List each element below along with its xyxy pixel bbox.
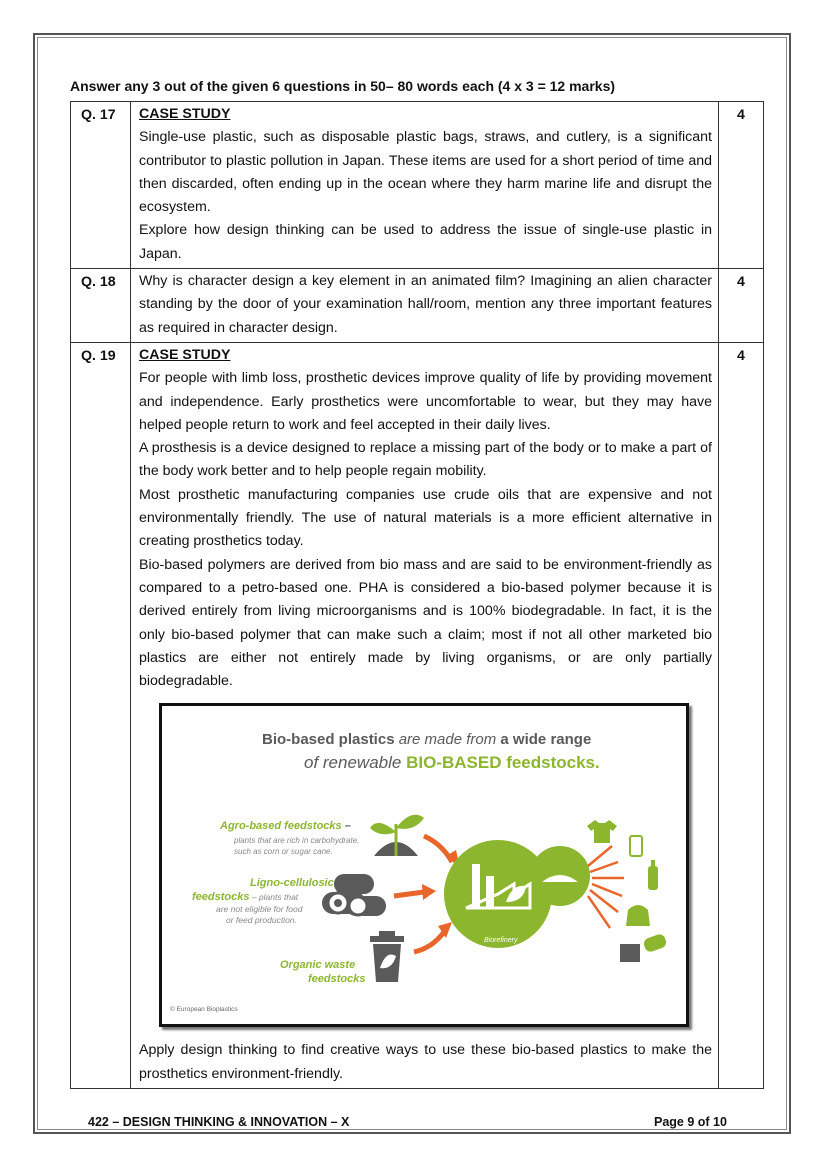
questions-table xyxy=(70,101,764,1089)
closing-paragraph: Apply design thinking to find creative ways to use these bio-based plastics to make the prosthetics environment-friendly. xyxy=(139,1042,712,1082)
waste-bin-icon xyxy=(370,931,404,982)
question-paragraph: Bio-based polymers are derived from bio mass and are said to be environment-friendly as compared to a petro-based one. PHA is considered a bio-based polymer because it is derived entirely from living microorganisms and is 100% biodegradable. In fact, it is the only bio-based polymer that can make such a claim; most if not all other marketed bio plastics are either not entirely made by living organisms, or are only partially biodegradable. xyxy=(139,556,712,690)
question-paragraph: Single-use plastic, such as disposable plastic bags, straws, and cutlery, is a significant contributor to plastic pollution in Japan. These items are used for a short period of time and then discarded, often ending up in the ocean where they harm marine life and disrupt the ecosystem. xyxy=(139,129,712,216)
bioplastics-figure xyxy=(159,703,689,1027)
question-number: Q. 18 xyxy=(71,269,131,343)
section-instruction: Answer any 3 out of the given 6 questions in 50– 80 words each (4 x 3 = 12 marks) xyxy=(70,78,616,94)
ligno-desc-1: are not eligible for food xyxy=(216,904,303,915)
footer-course: 422 – DESIGN THINKING & INNOVATION – X xyxy=(88,1115,350,1129)
question-row-17 xyxy=(71,102,764,269)
footer-page-number: Page 9 of 10 xyxy=(654,1115,727,1129)
figure-title-line1: Bio-based plastics are made from a wide range xyxy=(262,731,592,749)
agro-desc-2: such as corn or sugar cane. xyxy=(234,847,333,857)
sprout-icon xyxy=(370,815,424,856)
ligno-desc-2: or feed production. xyxy=(226,915,297,926)
agro-title: Agro-based feedstocks – xyxy=(220,820,351,833)
biorefinery-label: Biorefinery xyxy=(484,937,518,945)
question-marks: 4 xyxy=(719,269,764,343)
bottle-icon xyxy=(648,860,658,890)
roll-icon xyxy=(642,933,667,954)
agro-desc-1: plants that are rich in carbohydrate, xyxy=(234,836,360,846)
question-marks: 4 xyxy=(719,102,764,269)
bag-icon xyxy=(626,905,650,926)
organic-title-2: feedstocks xyxy=(308,973,366,986)
arrow-ligno-icon xyxy=(394,884,436,900)
phone-icon xyxy=(630,836,642,856)
arrow-organic-icon xyxy=(414,922,452,952)
tshirt-icon xyxy=(587,820,617,843)
question-paragraph: Most prosthetic manufacturing companies use crude oils that are expensive and not environmentally friendly. The use of natural materials is a more efficient alternative in creating prosthetics today. xyxy=(139,486,712,550)
case-study-heading: CASE STUDY xyxy=(139,106,231,122)
case-study-heading: CASE STUDY xyxy=(139,346,231,363)
output-arrows-icon xyxy=(588,846,624,928)
question-body xyxy=(131,102,719,269)
bioplastics-diagram xyxy=(162,706,680,1018)
question-paragraph: For people with limb loss, prosthetic devices improve quality of life by providing movement and independence. Early prosthetics were uncomfortable to wear, but they may have helped people return to work and feel accepted in their daily lives. xyxy=(139,370,712,433)
question-paragraph: A prosthesis is a device designed to replace a missing part of the body or to make a part of the body work better and to help people regain mobility. xyxy=(139,440,712,480)
question-number: Q. 19 xyxy=(71,342,131,1088)
question-row-18 xyxy=(71,269,764,343)
biorefinery-icon xyxy=(444,840,590,948)
ligno-title-1: Ligno-cellulosic xyxy=(250,877,334,890)
question-paragraph: Why is character design a key element in an animated film? Imagining an alien character standing by the door of your examination hall/room, mention any three important features as required in character design. xyxy=(139,273,712,336)
question-body xyxy=(131,342,719,1088)
pouch-icon xyxy=(620,944,640,962)
ligno-title-2: feedstocks – plants that xyxy=(192,891,299,904)
question-body xyxy=(131,269,719,343)
figure-title-line2: of renewable BIO-BASED feedstocks. xyxy=(304,753,600,773)
organic-title-1: Organic waste xyxy=(280,959,356,972)
question-row-19 xyxy=(71,342,764,1088)
question-marks: 4 xyxy=(719,342,764,1088)
question-number: Q. 17 xyxy=(71,102,131,269)
question-paragraph: Explore how design thinking can be used to address the issue of single-use plastic in Japan. xyxy=(139,222,712,262)
figure-credit: © European Bioplastics xyxy=(170,1006,238,1014)
